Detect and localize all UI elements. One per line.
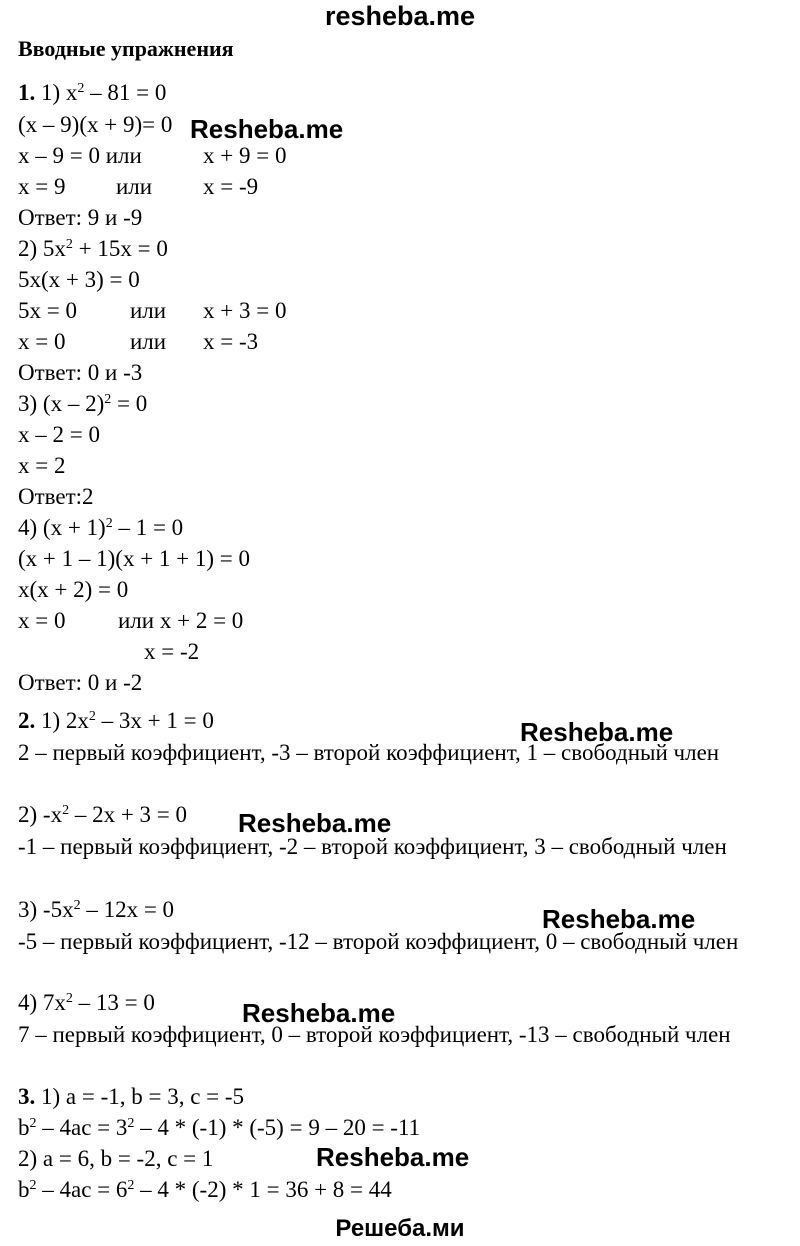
- ex1-p3-head: 3) (x – 2): [18, 391, 105, 416]
- ex3-number: 3.: [18, 1084, 36, 1109]
- ex1-p3-root: x = 2: [18, 453, 66, 478]
- exponent: 2: [77, 81, 85, 96]
- ex1-part3-equation: [18, 389, 147, 419]
- ex1-p2-roots: [18, 327, 259, 357]
- ex3-part1-coefficients: [18, 1082, 244, 1112]
- ex1-p2-cases: [18, 296, 287, 326]
- ex1-p1-case-b: x + 9 = 0: [203, 143, 287, 168]
- ex3-p2-calc-b: – 4ac = 6: [36, 1177, 128, 1202]
- ex2-p2-head: 2) -x: [18, 802, 63, 827]
- ex2-p2-tail: – 2x + 3 = 0: [69, 802, 188, 827]
- site-header: resheba.me: [324, 1, 476, 31]
- ex3-p1-calc-a: b: [18, 1115, 30, 1140]
- ex1-p4-cases: [18, 606, 244, 636]
- ex2-p4-description: 7 – первый коэффициент, 0 – второй коэффициент, -13 – свободный член: [18, 1022, 731, 1047]
- ex2-p1-tail: – 3x + 1 = 0: [95, 708, 214, 733]
- ex2-p3-head: 3) -5x: [18, 897, 74, 922]
- exponent: 2: [73, 898, 81, 913]
- ex1-p1-cases: [18, 141, 287, 171]
- ex1-p2-answer: Ответ: 0 и -3: [18, 360, 143, 385]
- ex1-p4-case-a: x = 0: [18, 608, 66, 633]
- ex2-part1-equation: [18, 706, 214, 736]
- ex1-p4-factored: (x + 1 – 1)(x + 1 + 1) = 0: [18, 546, 251, 571]
- ex1-number: 1.: [18, 80, 36, 105]
- ex2-number: 2.: [18, 708, 36, 733]
- ex1-p2-or2: или: [130, 329, 167, 354]
- ex1-p1-or: или: [116, 174, 153, 199]
- ex1-p2-case-b: x + 3 = 0: [203, 298, 287, 323]
- watermark: Resheba.me: [242, 998, 396, 1028]
- ex1-p1-root-a: x = 9: [18, 174, 66, 199]
- ex2-p1-head: 1) 2x: [35, 708, 89, 733]
- exponent: 2: [29, 1178, 37, 1193]
- exponent: 2: [105, 516, 113, 531]
- site-footer: Решеба.ми: [335, 1215, 465, 1242]
- ex1-p2-tail: + 15x = 0: [72, 236, 168, 261]
- ex2-p3-tail: – 12x = 0: [80, 897, 175, 922]
- exponent: 2: [88, 709, 96, 724]
- ex1-part1-equation: [18, 78, 166, 108]
- ex1-p1-head: 1) x: [35, 80, 78, 105]
- ex2-part2-equation: [18, 800, 187, 830]
- ex1-part2-equation: [18, 234, 168, 264]
- ex2-p1-description: 2 – первый коэффициент, -3 – второй коэффициент, 1 – свободный член: [18, 740, 720, 765]
- ex1-p1-factored: (x – 9)(x + 9)= 0: [18, 112, 173, 137]
- ex1-p4-case-b: или x + 2 = 0: [118, 608, 244, 633]
- watermark: Resheba.me: [316, 1142, 470, 1172]
- ex1-p2-root-a: x = 0: [18, 329, 66, 354]
- ex1-p1-root-b: x = -9: [203, 174, 259, 199]
- ex3-p2-discriminant: [18, 1175, 392, 1205]
- ex1-p2-root-b: x = -3: [203, 329, 259, 354]
- watermark: Resheba.me: [520, 717, 674, 747]
- exponent: 2: [29, 1116, 37, 1131]
- exponent: 2: [62, 803, 70, 818]
- ex2-p4-tail: – 13 = 0: [72, 990, 155, 1015]
- exponent: 2: [127, 1116, 135, 1131]
- exponent: 2: [104, 392, 112, 407]
- watermark: Resheba.me: [238, 808, 392, 838]
- ex3-p1-calc-c: – 4 * (-1) * (-5) = 9 – 20 = -11: [134, 1115, 421, 1140]
- ex2-p4-head: 4) 7x: [18, 990, 66, 1015]
- ex3-p1-calc-b: – 4ac = 3: [36, 1115, 128, 1140]
- ex1-p2-or: или: [130, 298, 167, 323]
- ex1-p2-factored: 5x(x + 3) = 0: [18, 267, 140, 292]
- watermark: Resheba.me: [190, 114, 344, 144]
- ex2-p3-description: -5 – первый коэффициент, -12 – второй коэффициент, 0 – свободный член: [18, 929, 739, 954]
- ex1-p2-case-a: 5x = 0: [18, 298, 77, 323]
- watermark: Resheba.me: [542, 904, 696, 934]
- exponent: 2: [127, 1178, 135, 1193]
- ex1-p4-answer: Ответ: 0 и -2: [18, 670, 143, 695]
- ex1-p3-tail: = 0: [111, 391, 148, 416]
- exponent: 2: [65, 237, 73, 252]
- ex2-part4-equation: [18, 988, 155, 1018]
- ex1-part4-equation: [18, 513, 183, 543]
- ex1-p3-step: x – 2 = 0: [18, 422, 100, 447]
- ex1-p4-head: 4) (x + 1): [18, 515, 106, 540]
- ex3-p2-calc-c: – 4 * (-2) * 1 = 36 + 8 = 44: [134, 1177, 392, 1202]
- ex2-part3-equation: [18, 895, 174, 925]
- ex1-p1-answer: Ответ: 9 и -9: [18, 205, 143, 230]
- ex1-p1-roots: [18, 172, 259, 202]
- ex1-p1-case-a: x – 9 = 0 или: [18, 143, 142, 168]
- ex1-p4-simplified: x(x + 2) = 0: [18, 577, 129, 602]
- ex1-p2-head: 2) 5x: [18, 236, 66, 261]
- ex3-p1-discriminant: [18, 1113, 420, 1143]
- ex1-p1-tail: – 81 = 0: [84, 80, 167, 105]
- ex2-p2-description: -1 – первый коэффициент, -2 – второй коэффициент, 3 – свободный член: [18, 834, 727, 859]
- ex3-p2-calc-a: b: [18, 1177, 30, 1202]
- ex1-p4-tail: – 1 = 0: [112, 515, 184, 540]
- ex1-p3-answer: Ответ:2: [18, 484, 94, 509]
- exponent: 2: [65, 991, 73, 1006]
- section-title: Вводные упражнения: [18, 36, 234, 61]
- ex3-part2-coefficients: 2) a = 6, b = -2, c = 1: [18, 1146, 214, 1171]
- ex1-p4-root-b: x = -2: [144, 639, 200, 664]
- ex3-p1-head: 1) a = -1, b = 3, c = -5: [35, 1084, 245, 1109]
